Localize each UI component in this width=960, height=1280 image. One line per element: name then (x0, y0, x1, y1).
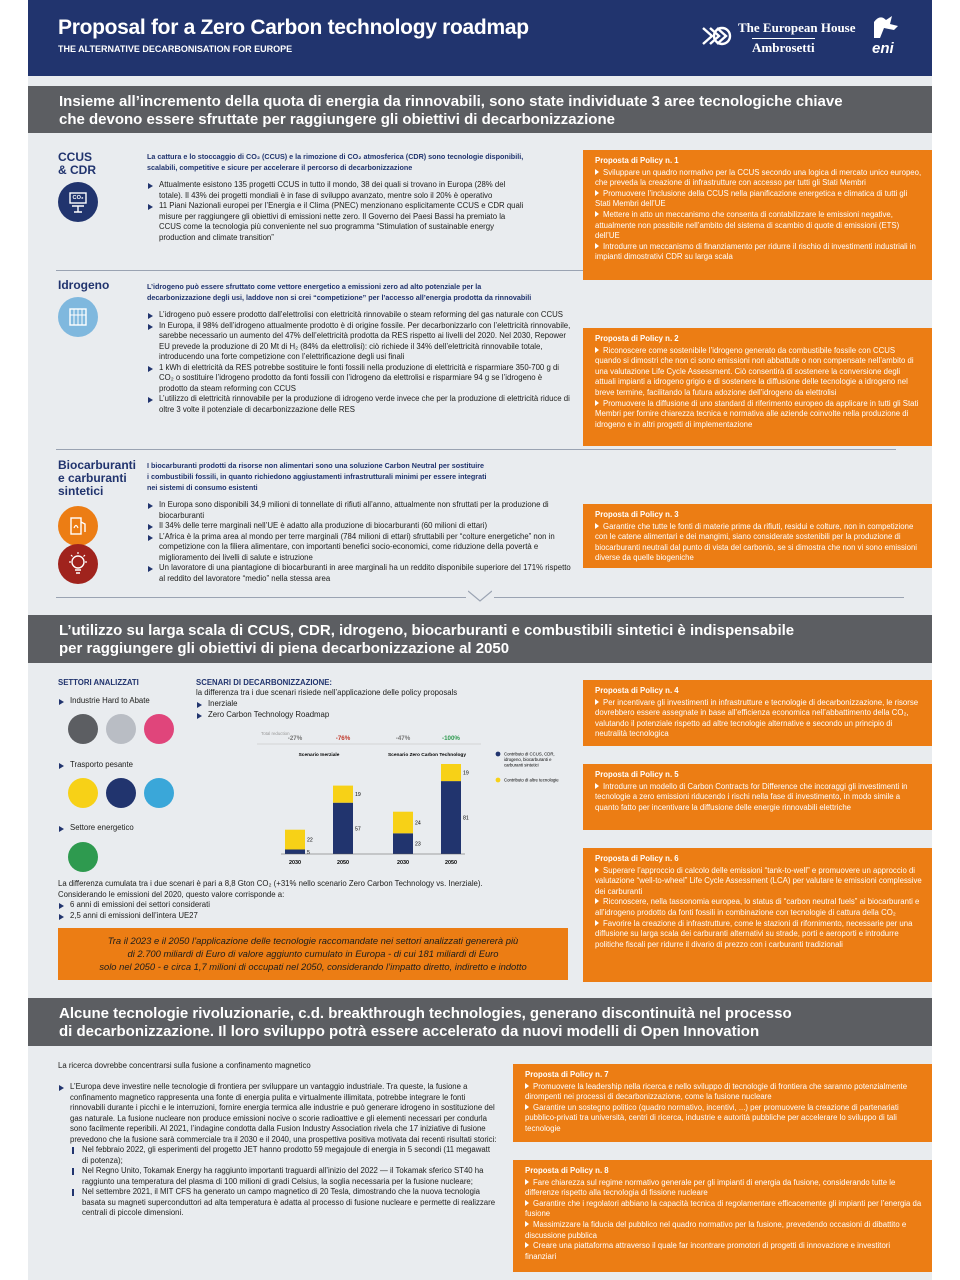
header (28, 0, 932, 76)
legend-marker (496, 778, 501, 783)
hydrogen-bullet-4: L’utilizzo di elettricità rinnovabile per la produzione di idrogeno verde invece che per la produzione di elettricità riduce di oltre 3 volte il potenziale di decarbonizzazione delle RES (147, 394, 572, 415)
policy-7-item: Garantire un sostegno politico (quadro normativo, incentivi, ...) per promuovere la creazione di partenariati pubblico-privati tra università, centri di ricerca, industrie e autorità pubbliche per accelerare lo sviluppo di tali tecnologie (525, 1103, 922, 1135)
sector-2-label: Trasporto pesante (70, 760, 133, 769)
eni-logo-text: eni (872, 40, 894, 57)
bar-value-label: 5 (307, 849, 310, 856)
chevron-down-icon (468, 590, 492, 602)
policy-box-8 (513, 1160, 932, 1272)
sub-bullet-icon (72, 1168, 74, 1175)
hydrogen-subtitle-2: decarbonizzazione degli usi, laddove non si crei “competizione” per l’accesso all’energia prodotta da rinnovabili (147, 293, 532, 302)
ambrosetti-logo-line2: Ambrosetti (752, 40, 815, 55)
x-tick-label: 2030 (289, 860, 301, 866)
cumulative-bullet-icon (59, 914, 64, 920)
fusion-intro: La ricerca dovrebbe concentrarsi sulla fusione a confinamento magnetico (58, 1061, 311, 1070)
scenario-option-1 (196, 699, 237, 710)
fusion-sub-item-2: Nel Regno Unito, Tokamak Energy ha raggiunto importanti traguardi all’inizio del 2022 — il Tokamak sferico ST40 ha raggiunto una temperatura del plasma di 100 milioni di gradi Celsius, la soglia necessaria per la fusione nucleare; (82, 1166, 484, 1186)
hydrogen-bullet-3: 1 kWh di elettricità da RES potrebbe sostituire le fonti fossili nella produzione di elettricità e risparmiare 350-700 g di CO₂ o sostituire l’idrogeno prodotto da fonti fossili con l’idrogeno da elettrolisi e risparmiare 94 g se l’idrogeno è prodotto da steam reforming con CCUS (147, 363, 572, 395)
hydrogen-title: Idrogeno (58, 278, 110, 292)
reduction-label: -47% (395, 735, 411, 742)
band-1-line-1: Insieme all’incremento della quota di energia da rinnovabili, sono state individuate 3 aree tecnologiche chiave (59, 93, 843, 110)
ship-icon (106, 778, 136, 808)
divider (56, 449, 896, 450)
ccus-subtitle (147, 151, 567, 173)
policy-6-item: Riconoscere, nella tassonomia europea, lo status di “carbon neutral fuels” ai biocarburanti e all’idrogeno prodotto da fonti fossili in combinazione con tecnologie di cattura della CO₂ (595, 897, 922, 918)
biofuels-title-3: sintetici (58, 484, 104, 498)
legend-label: idrogeno, biocarburanti e (504, 757, 552, 762)
fusion-sub-item-3: Nel settembre 2021, il MIT CFS ha generato un campo magnetico di 20 Tesla, dimostrando che la nuova tecnologia basata su magneti superconduttori ad alta temperatura è adatta al processo di fusione nucleare e permette di realizzare centrali di piccole dimensioni. (82, 1187, 496, 1217)
hydrogen-bullet-1: L’idrogeno può essere prodotto dall’elettrolisi con elettricità rinnovabile o steam reforming del gas naturale con CCUS (147, 310, 572, 321)
policy-1-item: Mettere in atto un meccanismo che consenta di contabilizzare le emissioni negative, attualmente non possibile nell’ambito del sistema di scambio di quote di emissioni (ETS) dell’UE (595, 210, 922, 242)
policy-8-item: Creare una piattaforma attraverso il quale far incontrare promotori di progetti di innovazione e investitori finanziari (525, 1241, 922, 1262)
cumulative-bullet-1 (58, 900, 578, 911)
highlight-line-1: Tra il 2023 e il 2050 l’applicazione delle tecnologie raccomandate nei settori analizzati genererà più (107, 935, 519, 946)
sub-bullet-icon (72, 1189, 74, 1196)
hydrogen-subtitle (147, 281, 567, 303)
sector-bullet-icon (59, 826, 64, 832)
policy-7-item: Promuovere la leadership nella ricerca e nello sviluppo di tecnologie di frontiera che saranno potenzialmente dirompenti nei processi di decarbonizzazione, come la fusione nucleare (525, 1082, 922, 1103)
fusion-sub-item-1: Nel febbraio 2022, gli esperimenti del progetto JET hanno prodotto 59 megajoule di energia in 5 secondi (11 megawatt di potenza); (82, 1145, 491, 1165)
sector-bullet-icon (59, 699, 64, 705)
ccus-subtitle-2: scalabili, competitive e sicure per accelerare il percorso di decarbonizzazione (147, 163, 413, 172)
policy-box-7 (513, 1064, 932, 1142)
ambrosetti-logo-line1: The European House (738, 20, 856, 35)
policy-7-title: Proposta di Policy n. 7 (525, 1070, 609, 1079)
legend-marker (496, 752, 501, 757)
ccus-title-line2: & CDR (58, 163, 96, 177)
biofuels-title-2: e carburanti (58, 471, 127, 485)
ambrosetti-logo-icon (700, 22, 732, 50)
policy-box-6 (583, 848, 932, 982)
bar-value-label: 19 (463, 770, 469, 777)
policy-5-title: Proposta di Policy n. 5 (595, 770, 679, 779)
policy-2-item: Promuovere la diffusione di uno standard di riferimento europeo da applicare in tutti gli Stati Membri per fornire chiarezza tecnica e normativa alle aziende coinvolte nella produzione di idrogeno e in altri progetti di implementazione (595, 399, 922, 431)
bar-value-label: 22 (307, 837, 313, 844)
policy-1-title: Proposta di Policy n. 1 (595, 156, 679, 165)
ambrosetti-logo (700, 18, 856, 56)
policy-3-item: Garantire che tutte le fonti di materie prime da rifiuti, residui e colture, non in competizione con le catene alimentari e dei mangimi, siano considerate sostenibili per la produzione di biocarburanti neutrali dal punto di vista del carbonio, se si dimostra che non vi sono emissioni diverse da quelle biogeniche (595, 522, 922, 564)
band-1-line-2: che devono essere sfruttate per raggiungere gli obiettivi di decarbonizzazione (59, 111, 615, 128)
policy-box-1 (583, 150, 932, 280)
biofuels-title (58, 459, 136, 498)
group-title-zero-carbon: Scenario Zero Carbon Technology (387, 753, 467, 758)
cumulative-bullet-2-label: 2,5 anni di emissioni dell’intera UE27 (70, 910, 198, 920)
synthetic-fuel-icon (58, 544, 98, 584)
cumulative-line-1: La differenza cumulata tra i due scenari è pari a 8,8 Gton CO₂ (+31% nello scenario Zero Carbon Technology vs. Inerziale). (58, 879, 483, 888)
band-2-line-2: per raggiungere gli obiettivi di piena decarbonizzazione al 2050 (59, 640, 510, 657)
biofuels-bullet-3: L’Africa è la prima area al mondo per terre marginali (784 milioni di ettari) sfruttabili per “colture energetiche” non in competizione con la filiera alimentare, con importanti benefici socio-economici, come riduzione della povertà e miglioramento dei livelli di salute e istruzione (147, 532, 572, 564)
scenario-option-2 (196, 710, 329, 721)
policy-box-3 (583, 504, 932, 568)
sector-bullet-icon (59, 763, 64, 769)
policy-3-title: Proposta di Policy n. 3 (595, 510, 679, 519)
cumulative-bullet-1-label: 6 anni di emissioni dei settori considerati (70, 900, 210, 909)
fusion-sub-item (70, 1145, 498, 1166)
policy-2-item: Riconoscere come sostenibile l’idrogeno generato da combustibile fossile con CCUS quando si dimostri che non ci sono emissioni non abbattute o non compensate nell’ambito di una valutazione Life Cycle Assessment. Ciò consentirà di sostenere la conversione degli attuali impianti a idrogeno grigio e di sostenere la diffusione delle tecnologie a idrogeno nel breve termine, facilitando la futura adozione dell’idrogeno da elettrolisi (595, 346, 922, 399)
bar-value-label: 24 (415, 820, 421, 827)
sub-bullet-icon (72, 1147, 74, 1154)
cumulative-text (58, 879, 578, 921)
fusion-sub-item (70, 1166, 498, 1187)
group-title-inerziale: Scenario Inerziale (298, 753, 340, 758)
policy-4-item: Per incentivare gli investimenti in infrastrutture e tecnologie di decarbonizzazione, le risorse dovrebbero essere assegnate in base all’efficienza economica nell’abbattimento della CO₂, valutando il potenziale rispetto ad altre tecnologie alternative e secondo un principio di neutralità tecnologica (595, 698, 922, 740)
page (28, 0, 932, 1280)
ccus-subtitle-1: La cattura e lo stoccaggio di CO₂ (CCUS) e la rimozione di CO₂ atmosferica (CDR) sono tecnologie disponibili, (147, 152, 524, 161)
biofuels-subtitle (147, 460, 567, 493)
biofuels-subtitle-1: I biocarburanti prodotti da risorse non alimentari sono una soluzione Carbon Neutral per sostituire (147, 461, 485, 470)
scenario-bullet-icon (197, 702, 202, 708)
total-reduction-label: Total reduction (261, 731, 290, 736)
policy-1-item: Promuovere l’inclusione della CCUS nella pianificazione energetica e climatica di tutti gli Stati Membri dell’UE (595, 189, 922, 210)
reduction-label: -100% (442, 735, 460, 742)
x-tick-label: 2050 (337, 860, 349, 866)
fusion-bullet-text: L’Europa deve investire nelle tecnologie di frontiera per sviluppare un vantaggio industriale. Tra queste, la fusione a confinamento magnetico rappresenta una fonte di energia pulita e virtualmente illimitata, potrebbe integrare le fonti rinnovabili durante i picchi e le interruzioni, fornire energia termica alle industrie e può generare idrogeno in sostituzione del gas naturale. La fusione nucleare non produce emissioni nocive o scorie radioattive e gli elementi necessari per condurla sono facilmente reperibili. Al 2021, l’indagine condotta dalla Fusion Industry Association rivela che 17 iniziative di fusione prevedono che la fusione sarà commerciale tra il 2030 e il 2040, una prospettiva positiva motivata dai recenti risultati storici: (70, 1082, 497, 1144)
x-tick-label: 2030 (397, 860, 409, 866)
cement-industry-icon (144, 714, 174, 744)
eni-dog-icon (870, 14, 904, 40)
scenario-bullet-icon (197, 713, 202, 719)
cumulative-bullet-icon (59, 903, 64, 909)
ccus-title-line1: CCUS (58, 150, 93, 164)
bar-segment (333, 786, 353, 803)
cumulative-bullet-2 (58, 911, 578, 922)
sectors-title: SETTORI ANALIZZATI (58, 678, 139, 687)
policy-8-item: Fare chiarezza sul regime normativo generale per gli impianti di energia da fusione, considerando tutte le differenze rispetto alla tecnologia di fissione nucleare (525, 1178, 922, 1199)
legend-label: carburanti sintetici (504, 762, 539, 768)
scenarios-subtitle: la differenza tra i due scenari risiede nell’applicazione delle policy proposals (196, 688, 458, 697)
bar-segment (441, 764, 461, 781)
policy-6-title: Proposta di Policy n. 6 (595, 854, 679, 863)
biofuels-bullet-1: In Europa sono disponibili 34,9 milioni di tonnellate di rifiuti all’anno, attualmente non sfruttati per la produzione di biocarburanti (147, 500, 572, 521)
sector-1-label: Industrie Hard to Abate (70, 696, 150, 705)
biofuel-pump-icon (58, 506, 98, 546)
biofuels-bullets (147, 500, 572, 584)
scenario-option-2-label: Zero Carbon Technology Roadmap (208, 710, 330, 719)
legend-label: Contributo di CCUS, CDR, (504, 751, 555, 757)
airplane-icon (144, 778, 174, 808)
policy-box-5 (583, 764, 932, 830)
biofuels-title-1: Biocarburanti (58, 458, 137, 472)
bar-segment (393, 833, 413, 854)
bar-segment (285, 850, 305, 855)
fusion-bullet-icon (59, 1085, 64, 1091)
scenario-option-1-label: Inerziale (208, 699, 238, 708)
bar-segment (441, 781, 461, 854)
hydrogen-bullets (147, 310, 572, 415)
biofuels-subtitle-2: i combustibili fossili, in quanto richiedono aggiustamenti infrastrutturali minimi per essere integrati (147, 472, 487, 481)
policy-5-item: Introdurre un modello di Carbon Contracts for Difference che incoraggi gli investimenti in tecnologie a zero emissioni riducendo i rischi nella fase di investimento, in modo simile a quanto fatto per incentivare la diffusione delle energie rinnovabili elettriche (595, 782, 922, 814)
x-tick-label: 2050 (445, 860, 457, 866)
page-subtitle: THE ALTERNATIVE DECARBONISATION FOR EUROPE (58, 44, 293, 54)
policy-2-title: Proposta di Policy n. 2 (595, 334, 679, 343)
biofuels-bullet-2: Il 34% delle terre marginali nell’UE è adatto alla produzione di biocarburanti (60 milioni di ettari) (147, 521, 572, 532)
ccus-title (58, 151, 96, 177)
band-3-line-2: di decarbonizzazione. Il loro sviluppo potrà essere accelerato da nuovi modelli di Open Innovation (59, 1023, 760, 1040)
sector-hard-to-abate (58, 696, 150, 707)
hydrogen-bullet-2: In Europa, il 98% dell’idrogeno attualmente prodotto è di origine fossile. Per decarbonizzarlo con l’elettricità rinnovabile, sarebbe necessario un aumento del 47% dell’elettricità prodotta da RES rispetto ai livelli del 2020. Nel 2030, Repower EU prevede la produzione di 20 Mt di H₂ (84% da elettrolisi): ciò richiede il 34% dell’elettricità rinnovabile totale, introducendo una forte competizione con l’elettrificazione degli usi finali (147, 321, 572, 363)
ccus-bullet-2: 11 Piani Nazionali europei per l’Energia e il Clima (PNEC) menzionano esplicitamente CCUS e CDR quali misure per raggiungere gli obiettivi di emissioni nette zero. Il Governo dei Paesi Bassi ha premiato la CCUS come la tecnologia più conveniente nel suo programma “Stimulation of sustainable energy production and climate transition” (147, 201, 527, 243)
policy-6-item: Superare l’approccio di calcolo delle emissioni “tank-to-well” e promuovere un approccio di valutazione “well-to-wheel” Life Cycle Assessment (LCA) per valutare le emissioni complessive dei carburanti (595, 865, 922, 896)
divider (56, 597, 466, 598)
policy-4-title: Proposta di Policy n. 4 (595, 686, 679, 695)
ccus-bullets (147, 180, 527, 243)
policy-box-4 (583, 680, 932, 746)
biofuels-subtitle-3: nei sistemi di consumo esistenti (147, 483, 258, 492)
legend-label: Contributo di altre tecnologie (504, 777, 559, 783)
steel-industry-icon (68, 714, 98, 744)
band-3-line-1: Alcune tecnologie rivoluzionarie, c.d. breakthrough technologies, generano discontinuità nel processo (59, 1005, 792, 1022)
reduction-label: -76% (335, 735, 351, 742)
policy-8-title: Proposta di Policy n. 8 (525, 1166, 609, 1175)
bar-value-label: 81 (463, 815, 469, 822)
fusion-bullet (58, 1082, 498, 1219)
policy-1-item: Introdurre un meccanismo di finanziamento per ridurre il rischio di investimenti industriali in impianti dimostrativi CDR su larga scala (595, 242, 922, 263)
bar-segment (393, 812, 413, 834)
highlight-line-2: di 2.700 miliardi di Euro di valore aggiunto cumulato in Europa - di cui 181 miliardi di Euro (127, 948, 499, 959)
ccus-bullet-1: Attualmente esistono 135 progetti CCUS in tutto il mondo, 38 dei quali si trovano in Europa (28% del totale). Il 43% dei progetti mondiali è in fase di sviluppo avanzato, mentre solo il 20% è operativo (147, 180, 527, 201)
bar-value-label: 19 (355, 792, 361, 799)
page-title: Proposal for a Zero Carbon technology roadmap (58, 16, 529, 39)
sector-heavy-transport (58, 760, 133, 771)
chemical-industry-icon (106, 714, 136, 744)
biofuels-bullet-4: Un lavoratore di una piantagione di biocarburanti in aree marginali ha un reddito disponibile superiore del 171% rispetto al reddito del lavoratore “medio” nella stessa area (147, 563, 572, 584)
ccus-icon-label: CO₂ (72, 195, 84, 201)
policy-1-item: Sviluppare un quadro normativo per la CCUS secondo una logica di mercato unico europeo, che preveda la creazione di infrastrutture con accesso per tutti gli Stati Membri (595, 167, 922, 188)
cumulative-line-2: Considerando le emissioni del 2020, questo valore corrisponde a: (58, 889, 285, 899)
section-band-3 (28, 998, 932, 1046)
truck-icon (68, 778, 98, 808)
policy-box-2 (583, 328, 932, 446)
fusion-sub-item (70, 1187, 498, 1219)
policy-6-item: Favorire la creazione di infrastrutture, come le stazioni di rifornimento, necessarie per una diffusione su larga scala dei carburanti alternativi su strade, porti e aeroporti e introdurre politiche fiscali per ridurre il divario di prezzo con i carburanti tradizionali (595, 919, 922, 951)
highlight-line-3: solo nel 2050 - e circa 1,7 milioni di occupati nel 2050, considerando l’impatto diretto, indiretto e indotto (99, 961, 527, 972)
sector-energy (58, 823, 134, 834)
eni-logo (870, 14, 904, 58)
section-band-2 (28, 615, 932, 663)
hydrogen-subtitle-1: L’idrogeno può essere sfruttato come vettore energetico a emissioni zero ad alto potenziale per la (147, 282, 482, 291)
scenario-chart (223, 726, 568, 871)
hydrogen-icon (58, 297, 98, 337)
policy-8-item: Garantire che i regolatori abbiano la capacità tecnica di regolamentare efficacemente gli impianti per l’energia da fusione (525, 1198, 922, 1219)
economic-impact-highlight (58, 928, 568, 980)
solar-panel-icon (68, 842, 98, 872)
section-band-1 (28, 86, 932, 133)
bar-value-label: 23 (415, 841, 421, 848)
band-2-line-1: L’utilizzo su larga scala di CCUS, CDR, idrogeno, biocarburanti e combustibili sintetici è indispensabile (59, 622, 795, 639)
policy-8-item: Massimizzare la fiducia del pubblico nel quadro normativo per la fusione, prevedendo occasioni di dibattito e discussione pubblica (525, 1220, 922, 1241)
scenarios-title: SCENARI DI DECARBONIZZAZIONE: (196, 678, 333, 687)
bar-segment (285, 830, 305, 850)
divider (494, 597, 904, 598)
bar-segment (333, 803, 353, 854)
reduction-label: -27% (287, 735, 303, 742)
sector-3-label: Settore energetico (70, 823, 134, 832)
bar-value-label: 57 (355, 826, 361, 833)
